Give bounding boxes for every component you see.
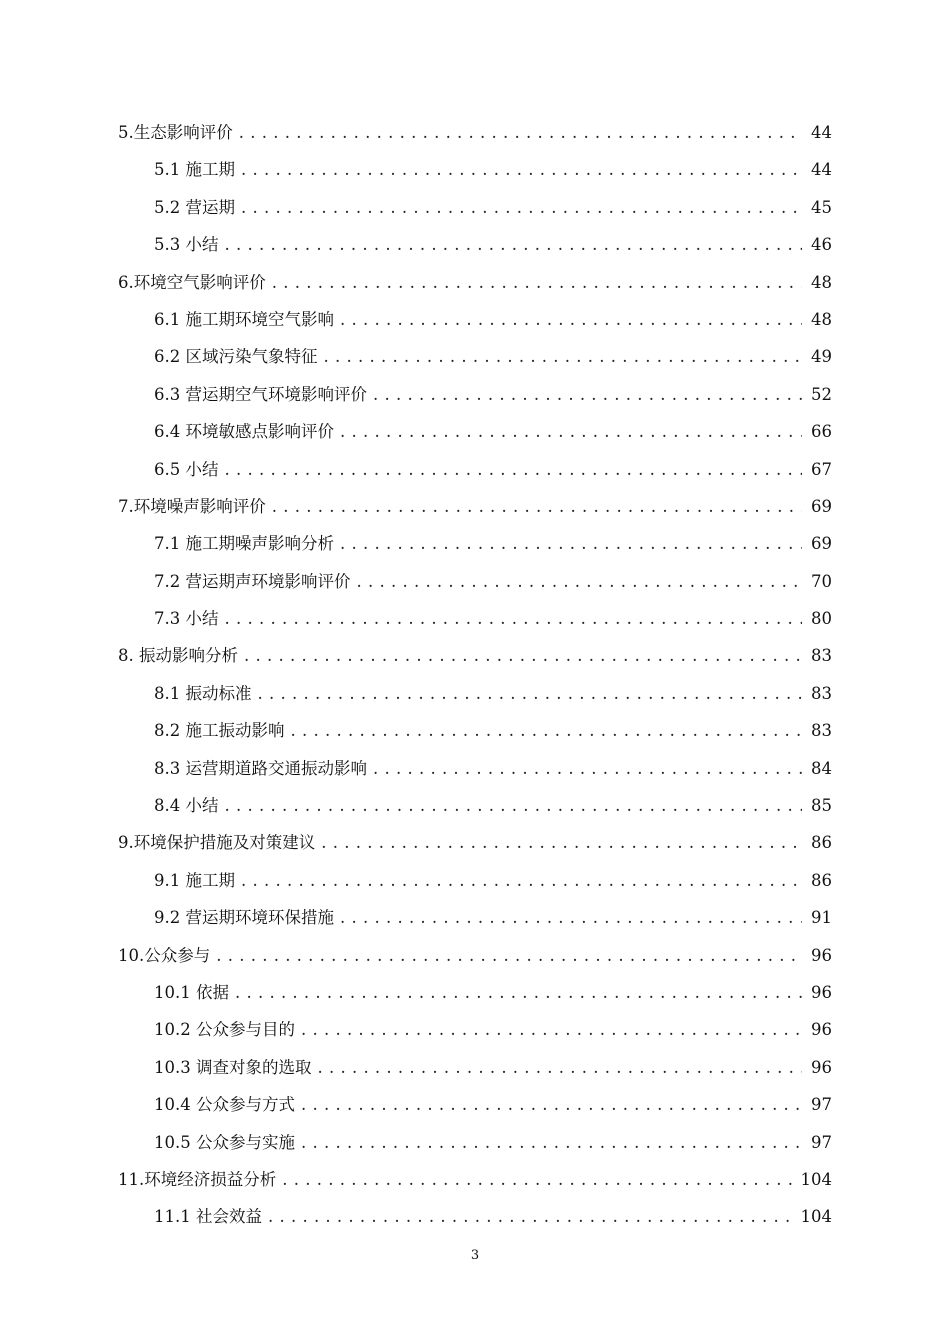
toc-leader-dots: [272, 264, 802, 301]
toc-entry-title: 5.生态影响评价: [118, 123, 233, 142]
toc-entry-page-number: 97: [811, 1095, 832, 1115]
toc-subsection-entry[interactable]: [118, 413, 832, 450]
toc-subsection-entry[interactable]: [118, 301, 832, 338]
toc-leader-dots: [225, 787, 803, 824]
toc-entry-title: 10.4 公众参与方式: [154, 1095, 295, 1115]
toc-leader-dots: [244, 637, 802, 674]
toc-entry-title: 10.3 调查对象的选取: [154, 1057, 312, 1077]
toc-subsection-entry[interactable]: [118, 675, 832, 712]
toc-subsection-entry[interactable]: [118, 376, 832, 413]
toc-entry-page-number: 83: [811, 721, 832, 741]
toc-leader-dots: [282, 1161, 794, 1198]
toc-entry-page-number: 104: [800, 1169, 832, 1189]
toc-leader-dots: [241, 151, 802, 188]
toc-entry-title: 8. 振动影响分析: [118, 646, 238, 666]
toc-leader-dots: [216, 937, 802, 974]
toc-entry-page-number: 97: [811, 1132, 832, 1152]
toc-section-entry[interactable]: [118, 1161, 832, 1198]
toc-subsection-entry[interactable]: [118, 338, 832, 375]
toc-subsection-entry[interactable]: [118, 525, 832, 562]
toc-entry-page-number: 96: [811, 1057, 832, 1077]
toc-section-entry[interactable]: [118, 824, 832, 861]
toc-entry-page-number: 83: [811, 683, 832, 703]
toc-entry-title: 8.4 小结: [154, 796, 219, 816]
toc-entry-title: 11.1 社会效益: [154, 1207, 262, 1227]
toc-entry-title: 6.4 环境敏感点影响评价: [154, 422, 334, 442]
toc-entry-page-number: 69: [811, 534, 832, 554]
toc-leader-dots: [301, 1124, 802, 1161]
toc-subsection-entry[interactable]: [118, 226, 832, 263]
toc-entry-page-number: 52: [811, 384, 832, 404]
toc-entry-title: 11.环境经济损益分析: [118, 1169, 277, 1189]
toc-leader-dots: [340, 301, 802, 338]
toc-entry-page-number: 66: [811, 422, 832, 442]
toc-entry-title: 9.环境保护措施及对策建议: [118, 833, 316, 853]
toc-entry-page-number: 69: [811, 496, 832, 516]
toc-entry-title: 10.5 公众参与实施: [154, 1132, 295, 1152]
toc-entry-title: 6.2 区域污染气象特征: [154, 347, 318, 367]
toc-leader-dots: [241, 862, 802, 899]
toc-subsection-entry[interactable]: [118, 189, 832, 226]
toc-subsection-entry[interactable]: [118, 1049, 832, 1086]
toc-leader-dots: [272, 488, 802, 525]
toc-entry-page-number: 44: [811, 160, 832, 180]
toc-subsection-entry[interactable]: [118, 151, 832, 188]
toc-entry-page-number: 96: [811, 982, 832, 1002]
toc-subsection-entry[interactable]: [118, 862, 832, 899]
toc-entry-page-number: 96: [811, 1020, 832, 1040]
toc-leader-dots: [301, 1086, 802, 1123]
toc-entry-title: 9.2 营运期环境环保措施: [154, 908, 334, 928]
toc-subsection-entry[interactable]: [118, 1198, 832, 1235]
toc-leader-dots: [235, 974, 802, 1011]
toc-subsection-entry[interactable]: [118, 451, 832, 488]
toc-leader-dots: [340, 899, 802, 936]
toc-leader-dots: [340, 525, 802, 562]
toc-entry-title: 7.环境噪声影响评价: [118, 496, 266, 516]
toc-subsection-entry[interactable]: [118, 899, 832, 936]
toc-leader-dots: [324, 338, 803, 375]
toc-subsection-entry[interactable]: [118, 600, 832, 637]
toc-section-entry[interactable]: [118, 488, 832, 525]
toc-leader-dots: [373, 376, 802, 413]
toc-section-entry[interactable]: [118, 264, 832, 301]
toc-leader-dots: [357, 563, 803, 600]
toc-subsection-entry[interactable]: [118, 1124, 832, 1161]
toc-section-entry[interactable]: [118, 637, 832, 674]
toc-entry-title: 6.1 施工期环境空气影响: [154, 309, 334, 329]
toc-entry-page-number: 80: [811, 609, 832, 629]
toc-entry-page-number: 85: [811, 796, 832, 816]
toc-subsection-entry[interactable]: [118, 1011, 832, 1048]
toc-entry-page-number: 46: [811, 235, 832, 255]
toc-entry-title: 9.1 施工期: [154, 870, 235, 890]
toc-entry-page-number: 44: [811, 123, 832, 142]
toc-entry-page-number: 49: [811, 347, 832, 367]
toc-entry-page-number: 104: [800, 1207, 832, 1227]
toc-leader-dots: [301, 1011, 802, 1048]
toc-entry-title: 10.公众参与: [118, 945, 211, 965]
table-of-contents: [118, 114, 832, 1236]
toc-subsection-entry[interactable]: [118, 712, 832, 749]
toc-entry-title: 7.3 小结: [154, 609, 219, 629]
toc-leader-dots: [317, 1049, 802, 1086]
toc-leader-dots: [340, 413, 802, 450]
toc-entry-title: 8.3 运营期道路交通振动影响: [154, 758, 367, 778]
toc-entry-page-number: 86: [811, 870, 832, 890]
toc-leader-dots: [241, 189, 802, 226]
toc-entry-title: 8.1 振动标准: [154, 683, 252, 703]
toc-leader-dots: [373, 750, 802, 787]
toc-subsection-entry[interactable]: [118, 787, 832, 824]
toc-section-entry[interactable]: [118, 114, 832, 151]
toc-entry-page-number: 96: [811, 945, 832, 965]
toc-entry-title: 5.3 小结: [154, 235, 219, 255]
toc-leader-dots: [225, 226, 803, 263]
toc-subsection-entry[interactable]: [118, 750, 832, 787]
toc-entry-page-number: 84: [811, 758, 832, 778]
toc-entry-title: 6.环境空气影响评价: [118, 272, 266, 292]
toc-entry-page-number: 70: [811, 571, 832, 591]
toc-subsection-entry[interactable]: [118, 1086, 832, 1123]
toc-entry-title: 10.2 公众参与目的: [154, 1020, 295, 1040]
toc-entry-title: 10.1 依据: [154, 982, 229, 1002]
page-number: 3: [470, 1248, 480, 1263]
toc-entry-page-number: 45: [811, 197, 832, 217]
toc-entry-title: 7.2 营运期声环境影响评价: [154, 571, 351, 591]
toc-leader-dots: [291, 712, 803, 749]
toc-entry-title: 8.2 施工振动影响: [154, 721, 285, 741]
toc-entry-page-number: 48: [811, 272, 832, 292]
toc-entry-page-number: 67: [811, 459, 832, 479]
toc-entry-title: 6.3 营运期空气环境影响评价: [154, 384, 367, 404]
toc-leader-dots: [225, 451, 803, 488]
toc-entry-title: 5.1 施工期: [154, 160, 235, 180]
toc-entry-page-number: 86: [811, 833, 832, 853]
toc-entry-title: 5.2 营运期: [154, 197, 235, 217]
toc-leader-dots: [239, 114, 802, 151]
toc-entry-title: 7.1 施工期噪声影响分析: [154, 534, 334, 554]
toc-subsection-entry[interactable]: [118, 563, 832, 600]
toc-leader-dots: [268, 1198, 795, 1235]
toc-leader-dots: [258, 675, 803, 712]
toc-leader-dots: [321, 824, 802, 861]
toc-entry-page-number: 48: [811, 309, 832, 329]
toc-entry-page-number: 91: [811, 908, 832, 928]
toc-entry-page-number: 83: [811, 646, 832, 666]
toc-subsection-entry[interactable]: [118, 974, 832, 1011]
toc-leader-dots: [225, 600, 803, 637]
toc-section-entry[interactable]: [118, 937, 832, 974]
toc-entry-title: 6.5 小结: [154, 459, 219, 479]
